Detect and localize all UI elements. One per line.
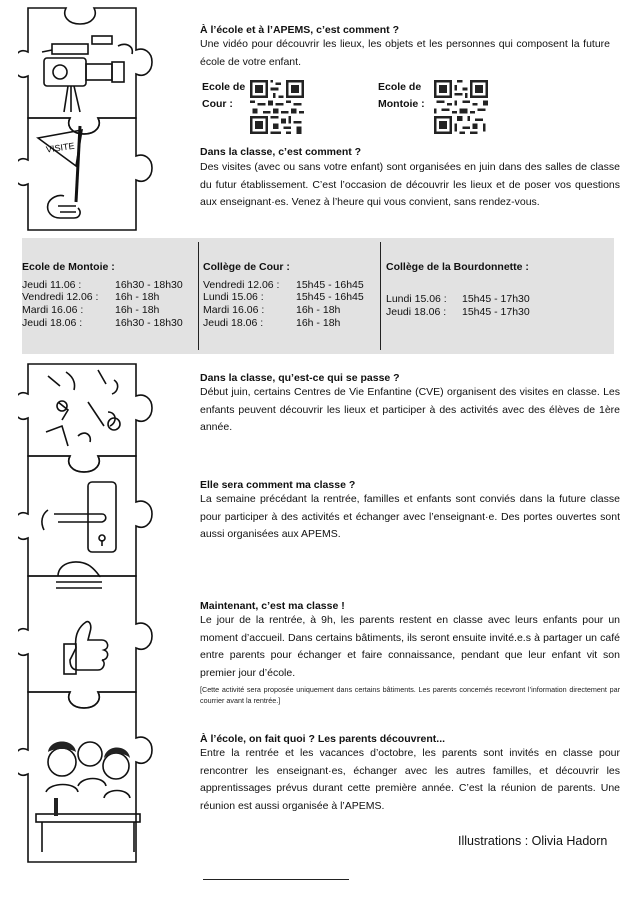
qr-label-cour bbox=[202, 79, 245, 113]
section-body-first-day: Le jour de la rentrée, à 9h, les parents restent en classe avec leurs enfants pour un moment d’accueil. Dans certains bâtiments, ils seront ensuite invité.e.s à partager un café entre parents pour échanger et faire connaissance, pendant que leur enfant vit son premier jour d’école. bbox=[200, 614, 620, 679]
qr-code-cour-icon[interactable] bbox=[250, 80, 304, 134]
section-heading-visits: Dans la classe, c’est comment ? bbox=[200, 146, 362, 158]
schedule-time: 16h30 - 18h30 bbox=[115, 279, 183, 291]
qr-label-cour-line1: Ecole de bbox=[202, 81, 246, 93]
qr-label-montoie-line1: Ecole de bbox=[378, 81, 422, 93]
schedule-divider bbox=[198, 242, 199, 350]
schedule-day: Jeudi 18.06 : bbox=[203, 317, 264, 329]
visit-sign-text: VISITE bbox=[45, 140, 76, 155]
schedule-title-bourdonnette: Collège de la Bourdonnette : bbox=[386, 261, 529, 273]
footnote-divider bbox=[203, 879, 349, 880]
section-note-first-day: [Cette activité sera proposée uniquement dans certains bâtiments. Les parents concernés recevront l’information directement par courrier avant la rentrée.] bbox=[200, 685, 620, 705]
schedule-time: 16h - 18h bbox=[115, 291, 160, 303]
section-body-parents: Entre la rentrée et les vacances d’octobre, les parents sont invités en classe pour rencontrer les enseignant·es, échanger avec les autres familles, et découvrir les apprentissages prévus durant cette première année. C’est la réunion de parents. Une réunion est aussi organisée à l’APEMS. bbox=[200, 747, 620, 812]
section-heading-first-day: Maintenant, c’est ma classe ! bbox=[200, 600, 345, 612]
schedule-cour bbox=[203, 238, 389, 354]
section-heading-my-class: Elle sera comment ma classe ? bbox=[200, 479, 356, 491]
section-body-my-class: La semaine précédant la rentrée, familles et enfants sont conviés dans la future classe pour participer à des activités et échanger avec l’enseignant·e. Des portes ouvertes sont aussi organisées aux APEMS. bbox=[200, 493, 620, 540]
schedule-title-montoie: Ecole de Montoie : bbox=[22, 261, 115, 273]
qr-label-cour-line2: Cour : bbox=[202, 98, 233, 110]
schedule-day: Vendredi 12.06 : bbox=[203, 279, 280, 291]
section-heading-class-activities: Dans la classe, qu’est-ce qui se passe ? bbox=[200, 372, 400, 384]
puzzle-illustration-top bbox=[18, 6, 168, 234]
schedule-time: 15h45 - 17h30 bbox=[462, 306, 530, 318]
schedule-day: Jeudi 18.06 : bbox=[22, 317, 83, 329]
schedule-time: 16h - 18h bbox=[296, 304, 341, 316]
puzzle-illustration-bottom bbox=[18, 362, 168, 868]
section-heading-video: À l’école et à l’APEMS, c’est comment ? bbox=[200, 24, 399, 36]
illustration-credit: Illustrations : Olivia Hadorn bbox=[458, 834, 608, 848]
schedule-day: Vendredi 12.06 : bbox=[22, 291, 99, 303]
section-heading-parents: À l’école, on fait quoi ? Les parents découvrent... bbox=[200, 733, 446, 745]
section-body-visits: Des visites (avec ou sans votre enfant) sont organisées en juin dans des salles de classe du futur établissement. C’est l’occasion de découvrir les lieux et de poser vos questions aux enseignant·es. Venez à l’heure qui vous convient, sans rendez-vous. bbox=[200, 161, 620, 208]
visit-schedule bbox=[22, 238, 614, 354]
qr-label-montoie-line2: Montoie : bbox=[378, 98, 425, 110]
section-body-class-activities: Début juin, certains Centres de Vie Enfantine (CVE) organisent des visites en classe. Les enfants peuvent découvrir les lieux et participer à des activités avec des élèves de 1ère année. bbox=[200, 386, 620, 433]
schedule-day: Mardi 16.06 : bbox=[22, 304, 84, 316]
schedule-title-cour: Collège de Cour : bbox=[203, 261, 290, 273]
schedule-montoie bbox=[22, 238, 198, 354]
qr-code-montoie-icon[interactable] bbox=[434, 80, 488, 134]
schedule-day: Lundi 15.06 : bbox=[386, 293, 447, 305]
schedule-day: Lundi 15.06 : bbox=[203, 291, 264, 303]
schedule-time: 16h - 18h bbox=[296, 317, 341, 329]
schedule-time: 16h30 - 18h30 bbox=[115, 317, 183, 329]
schedule-divider bbox=[380, 242, 381, 350]
schedule-time: 15h45 - 17h30 bbox=[462, 293, 530, 305]
schedule-bourdonnette bbox=[386, 238, 606, 354]
schedule-time: 15h45 - 16h45 bbox=[296, 291, 364, 303]
schedule-day: Jeudi 11.06 : bbox=[22, 279, 82, 291]
schedule-time: 15h45 - 16h45 bbox=[296, 279, 364, 291]
qr-label-montoie bbox=[378, 79, 425, 113]
schedule-day: Mardi 16.06 : bbox=[203, 304, 265, 316]
schedule-day: Jeudi 18.06 : bbox=[386, 306, 447, 318]
schedule-time: 16h - 18h bbox=[115, 304, 160, 316]
section-body-video: Une vidéo pour découvrir les lieux, les objets et les personnes qui composent la future école de votre enfant. bbox=[200, 38, 610, 68]
